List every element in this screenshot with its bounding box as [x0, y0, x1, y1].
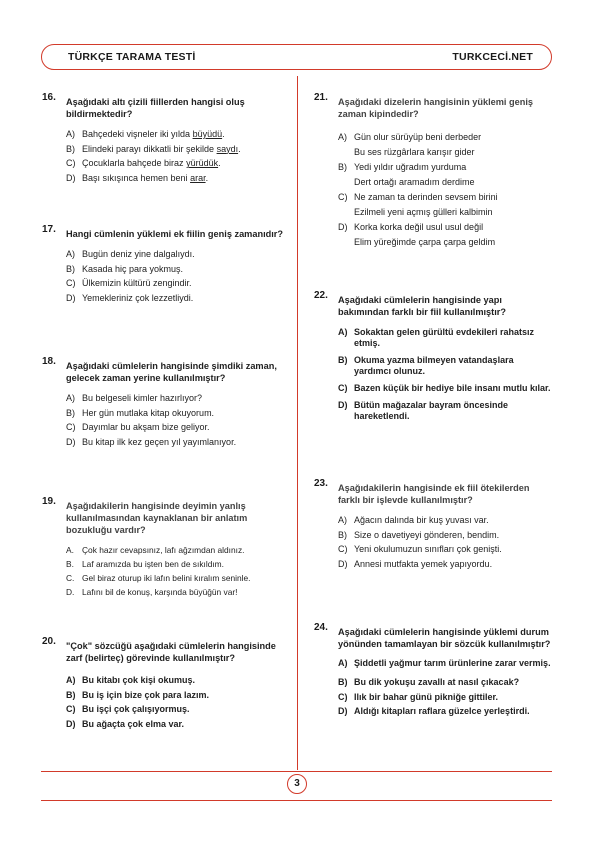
question-number: 16. — [42, 92, 56, 103]
option-a[interactable]: A) Bugün deniz yine dalgalıydı. — [66, 249, 195, 259]
option-c[interactable]: C) Ülkemizin kültürü zengindir. — [66, 278, 192, 289]
question-21 — [314, 92, 552, 250]
option-b[interactable]: B) Size o davetiyeyi gönderen, bendim. — [338, 529, 500, 540]
page-number: 3 — [287, 774, 307, 794]
question-16 — [42, 92, 288, 185]
option-d[interactable]: D) Bu kitap ilk kez geçen yıl yayımlanıyor. — [66, 436, 237, 447]
question-stem: "Çok" sözcüğü aşağıdaki cümlelerin hangisinde zarf (belirteç) görevinde kullanılmıştır? — [66, 641, 276, 663]
option-b[interactable]: B. Laf aramızda bu işten ben de sıkıldım. — [66, 559, 224, 569]
question-number: 21. — [314, 92, 328, 103]
option-d[interactable]: D) Yemekleriniz çok lezzetliydi. — [66, 292, 194, 303]
question-23 — [314, 478, 552, 571]
test-title: TÜRKÇE TARAMA TESTİ — [68, 51, 196, 63]
question-20 — [42, 636, 288, 731]
question-17 — [42, 224, 288, 305]
option-b[interactable]: B) Bu iş için bize çok para lazım. — [66, 689, 210, 700]
question-number: 22. — [314, 290, 328, 301]
option-a[interactable]: A) Şiddetli yağmur tarım ürünlerine zarar vermiş. — [338, 658, 551, 668]
question-number: 24. — [314, 622, 328, 633]
question-stem: Aşağıdakilerin hangisinde ek fiil ötekilerden farklı bir işlevde kullanılmıştır? — [338, 483, 530, 505]
option-d[interactable]: D) Korka korka değil usul usul değil Elim yüreğimde çarpa çarpa geldim — [338, 222, 496, 247]
question-number: 20. — [42, 636, 56, 647]
option-d[interactable]: D) Bütün mağazalar bayram öncesinde hareketlendi. — [338, 400, 509, 421]
column-divider — [297, 76, 298, 770]
option-c[interactable]: C) Ne zaman ta derinden sevsem birini Ezilmeli yeni açmış gülleri kalbimin — [338, 192, 498, 217]
question-stem: Hangi cümlenin yüklemi ek fiilin geniş zamanıdır? — [66, 229, 283, 239]
option-a[interactable]: A) Sokaktan gelen gürültü evdekileri rahatsız etmiş. — [338, 327, 535, 348]
option-d[interactable]: D. Lafını bil de konuş, karşında büyüğün var! — [66, 587, 238, 597]
option-b[interactable]: B) Kasada hiç para yokmuş. — [66, 263, 184, 274]
option-a[interactable]: A) Bahçedeki vişneler iki yılda büyüdü. — [66, 129, 225, 139]
footer-divider-bottom — [41, 800, 552, 801]
option-d[interactable]: D) Aldığı kitapları raflara güzelce yerleştirdi. — [338, 706, 530, 717]
option-d[interactable]: D) Bu ağaçta çok elma var. — [66, 718, 185, 729]
option-c[interactable]: C) Ilık bir bahar günü pikniğe gittiler. — [338, 691, 499, 702]
option-d[interactable]: D) Başı sıkışınca hemen beni arar. — [66, 172, 209, 183]
site-name: TURKCECİ.NET — [452, 51, 533, 63]
option-c[interactable]: C) Yeni okulumuzun sınıfları çok genişti. — [338, 544, 502, 555]
option-c[interactable]: C) Bu işçi çok çalışıyormuş. — [66, 704, 190, 715]
option-d[interactable]: D) Annesi mutfakta yemek yapıyordu. — [338, 558, 493, 569]
option-a[interactable]: A) Bu belgeseli kimler hazırlıyor? — [66, 393, 203, 403]
option-b[interactable]: B) Okuma yazma bilmeyen vatandaşlara yardımcı olunuz. — [338, 355, 514, 376]
page-header — [41, 44, 552, 70]
option-c[interactable]: C) Dayımlar bu akşam bize geliyor. — [66, 422, 210, 433]
question-stem: Aşağıdaki cümlelerin hangisinde yapı bakımından farklı bir fiil kullanılmıştır? — [338, 295, 506, 317]
option-c[interactable]: C. Gel biraz oturup iki lafın belini kıralım seninle. — [66, 573, 251, 583]
option-c[interactable]: C) Bazen küçük bir hediye bile insanı mutlu kılar. — [338, 383, 551, 393]
question-stem: Aşağıdaki altı çizili fiillerden hangisi oluş bildirmektedir? — [66, 97, 245, 119]
option-c[interactable]: C) Çocuklarla bahçede biraz yürüdük. — [66, 158, 221, 169]
question-number: 23. — [314, 478, 328, 489]
question-stem: Aşağıdaki cümlelerin hangisinde yüklemi durum yönünden tamamlayan bir sözcük kullanılmıştır? — [338, 627, 551, 649]
question-22 — [314, 290, 552, 428]
question-number: 18. — [42, 356, 56, 367]
option-a[interactable]: A) Gün olur sürüyüp beni derbeder Bu ses rüzgârlara karışır gider — [338, 132, 482, 157]
question-stem: Aşağıdaki dizelerin hangisinin yüklemi geniş zaman kipindedir? — [338, 97, 534, 119]
question-stem: Aşağıdakilerin hangisinde deyimin yanlış kullanılmasından kaynaklanan bir anlatım bozukluğu vardır? — [66, 501, 248, 535]
option-a[interactable]: A. Çok hazır cevapsınız, lafı ağzımdan aldınız. — [66, 545, 245, 555]
option-b[interactable]: B) Elindeki parayı dikkatli bir şekilde saydı. — [66, 143, 241, 154]
question-number: 19. — [42, 496, 56, 507]
question-number: 17. — [42, 224, 56, 235]
option-b[interactable]: B) Her gün mutlaka kitap okuyorum. — [66, 407, 215, 418]
option-a[interactable]: A) Ağacın dalında bir kuş yuvası var. — [338, 515, 489, 525]
option-b[interactable]: B) Yedi yıldır uğradım yurduma Dert ortağı aramadım derdime — [338, 162, 475, 187]
option-b[interactable]: B) Bu dik yokuşu zavallı at nasıl çıkacak? — [338, 677, 520, 687]
footer-divider — [41, 771, 552, 772]
question-stem: Aşağıdaki cümlelerin hangisinde şimdiki zaman, gelecek zaman yerine kullanılmıştır? — [66, 361, 277, 383]
question-18 — [42, 356, 288, 449]
question-24 — [314, 622, 552, 719]
question-19 — [42, 496, 288, 599]
option-a[interactable]: A) Bu kitabı çok kişi okumuş. — [66, 675, 196, 685]
